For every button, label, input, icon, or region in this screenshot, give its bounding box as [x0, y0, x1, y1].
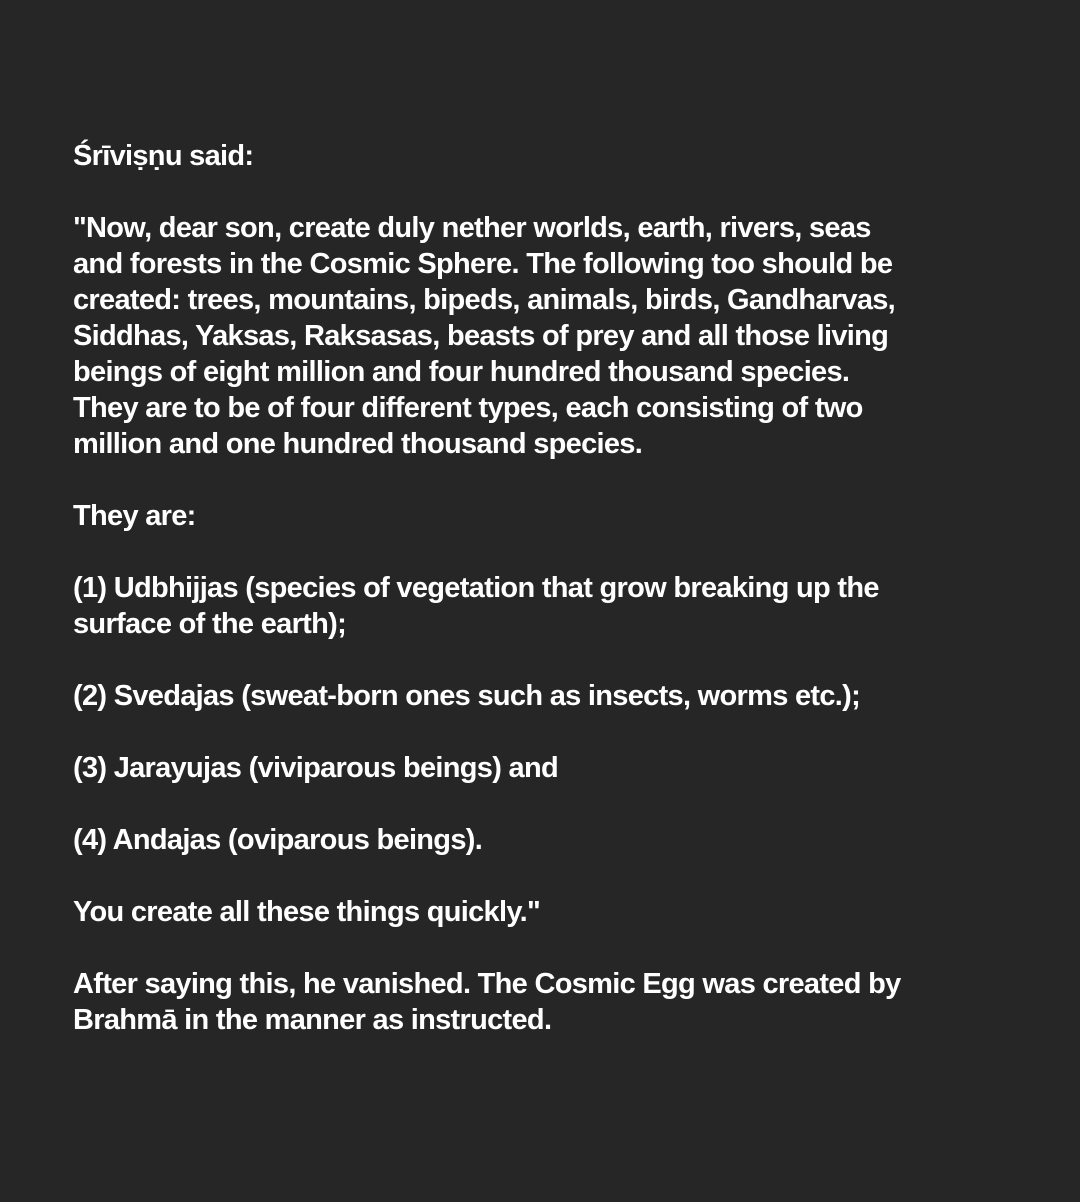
list-item-1	[73, 570, 973, 642]
text-line: Brahmā in the manner as instructed.	[73, 1004, 552, 1036]
text-line: They are to be of four different types, each consisting of two	[73, 392, 863, 424]
text-line: million and one hundred thousand species.	[73, 428, 643, 460]
text-line: After saying this, he vanished. The Cosmic Egg was created by	[73, 968, 901, 1000]
list-item-4: (4) Andajas (oviparous beings).	[73, 824, 483, 856]
they-are-heading: They are:	[73, 500, 196, 532]
list-item-2: (2) Svedajas (sweat-born ones such as insects, worms etc.);	[73, 680, 861, 712]
text-line: surface of the earth);	[73, 608, 347, 640]
document-body	[73, 138, 973, 1074]
text-line: created: trees, mountains, bipeds, animals, birds, Gandharvas,	[73, 284, 896, 316]
closing-paragraph	[73, 966, 973, 1038]
text-line: and forests in the Cosmic Sphere. The following too should be	[73, 248, 893, 280]
command-line: You create all these things quickly."	[73, 896, 541, 928]
text-line: beings of eight million and four hundred thousand species.	[73, 356, 850, 388]
intro-paragraph	[73, 210, 973, 462]
text-line: "Now, dear son, create duly nether worlds, earth, rivers, seas	[73, 212, 871, 244]
list-item-3: (3) Jarayujas (viviparous beings) and	[73, 752, 558, 784]
text-line: (1) Udbhijjas (species of vegetation that grow breaking up the	[73, 572, 879, 604]
speaker-line: Śrīviṣṇu said:	[73, 140, 254, 172]
text-line: Siddhas, Yaksas, Raksasas, beasts of prey and all those living	[73, 320, 889, 352]
